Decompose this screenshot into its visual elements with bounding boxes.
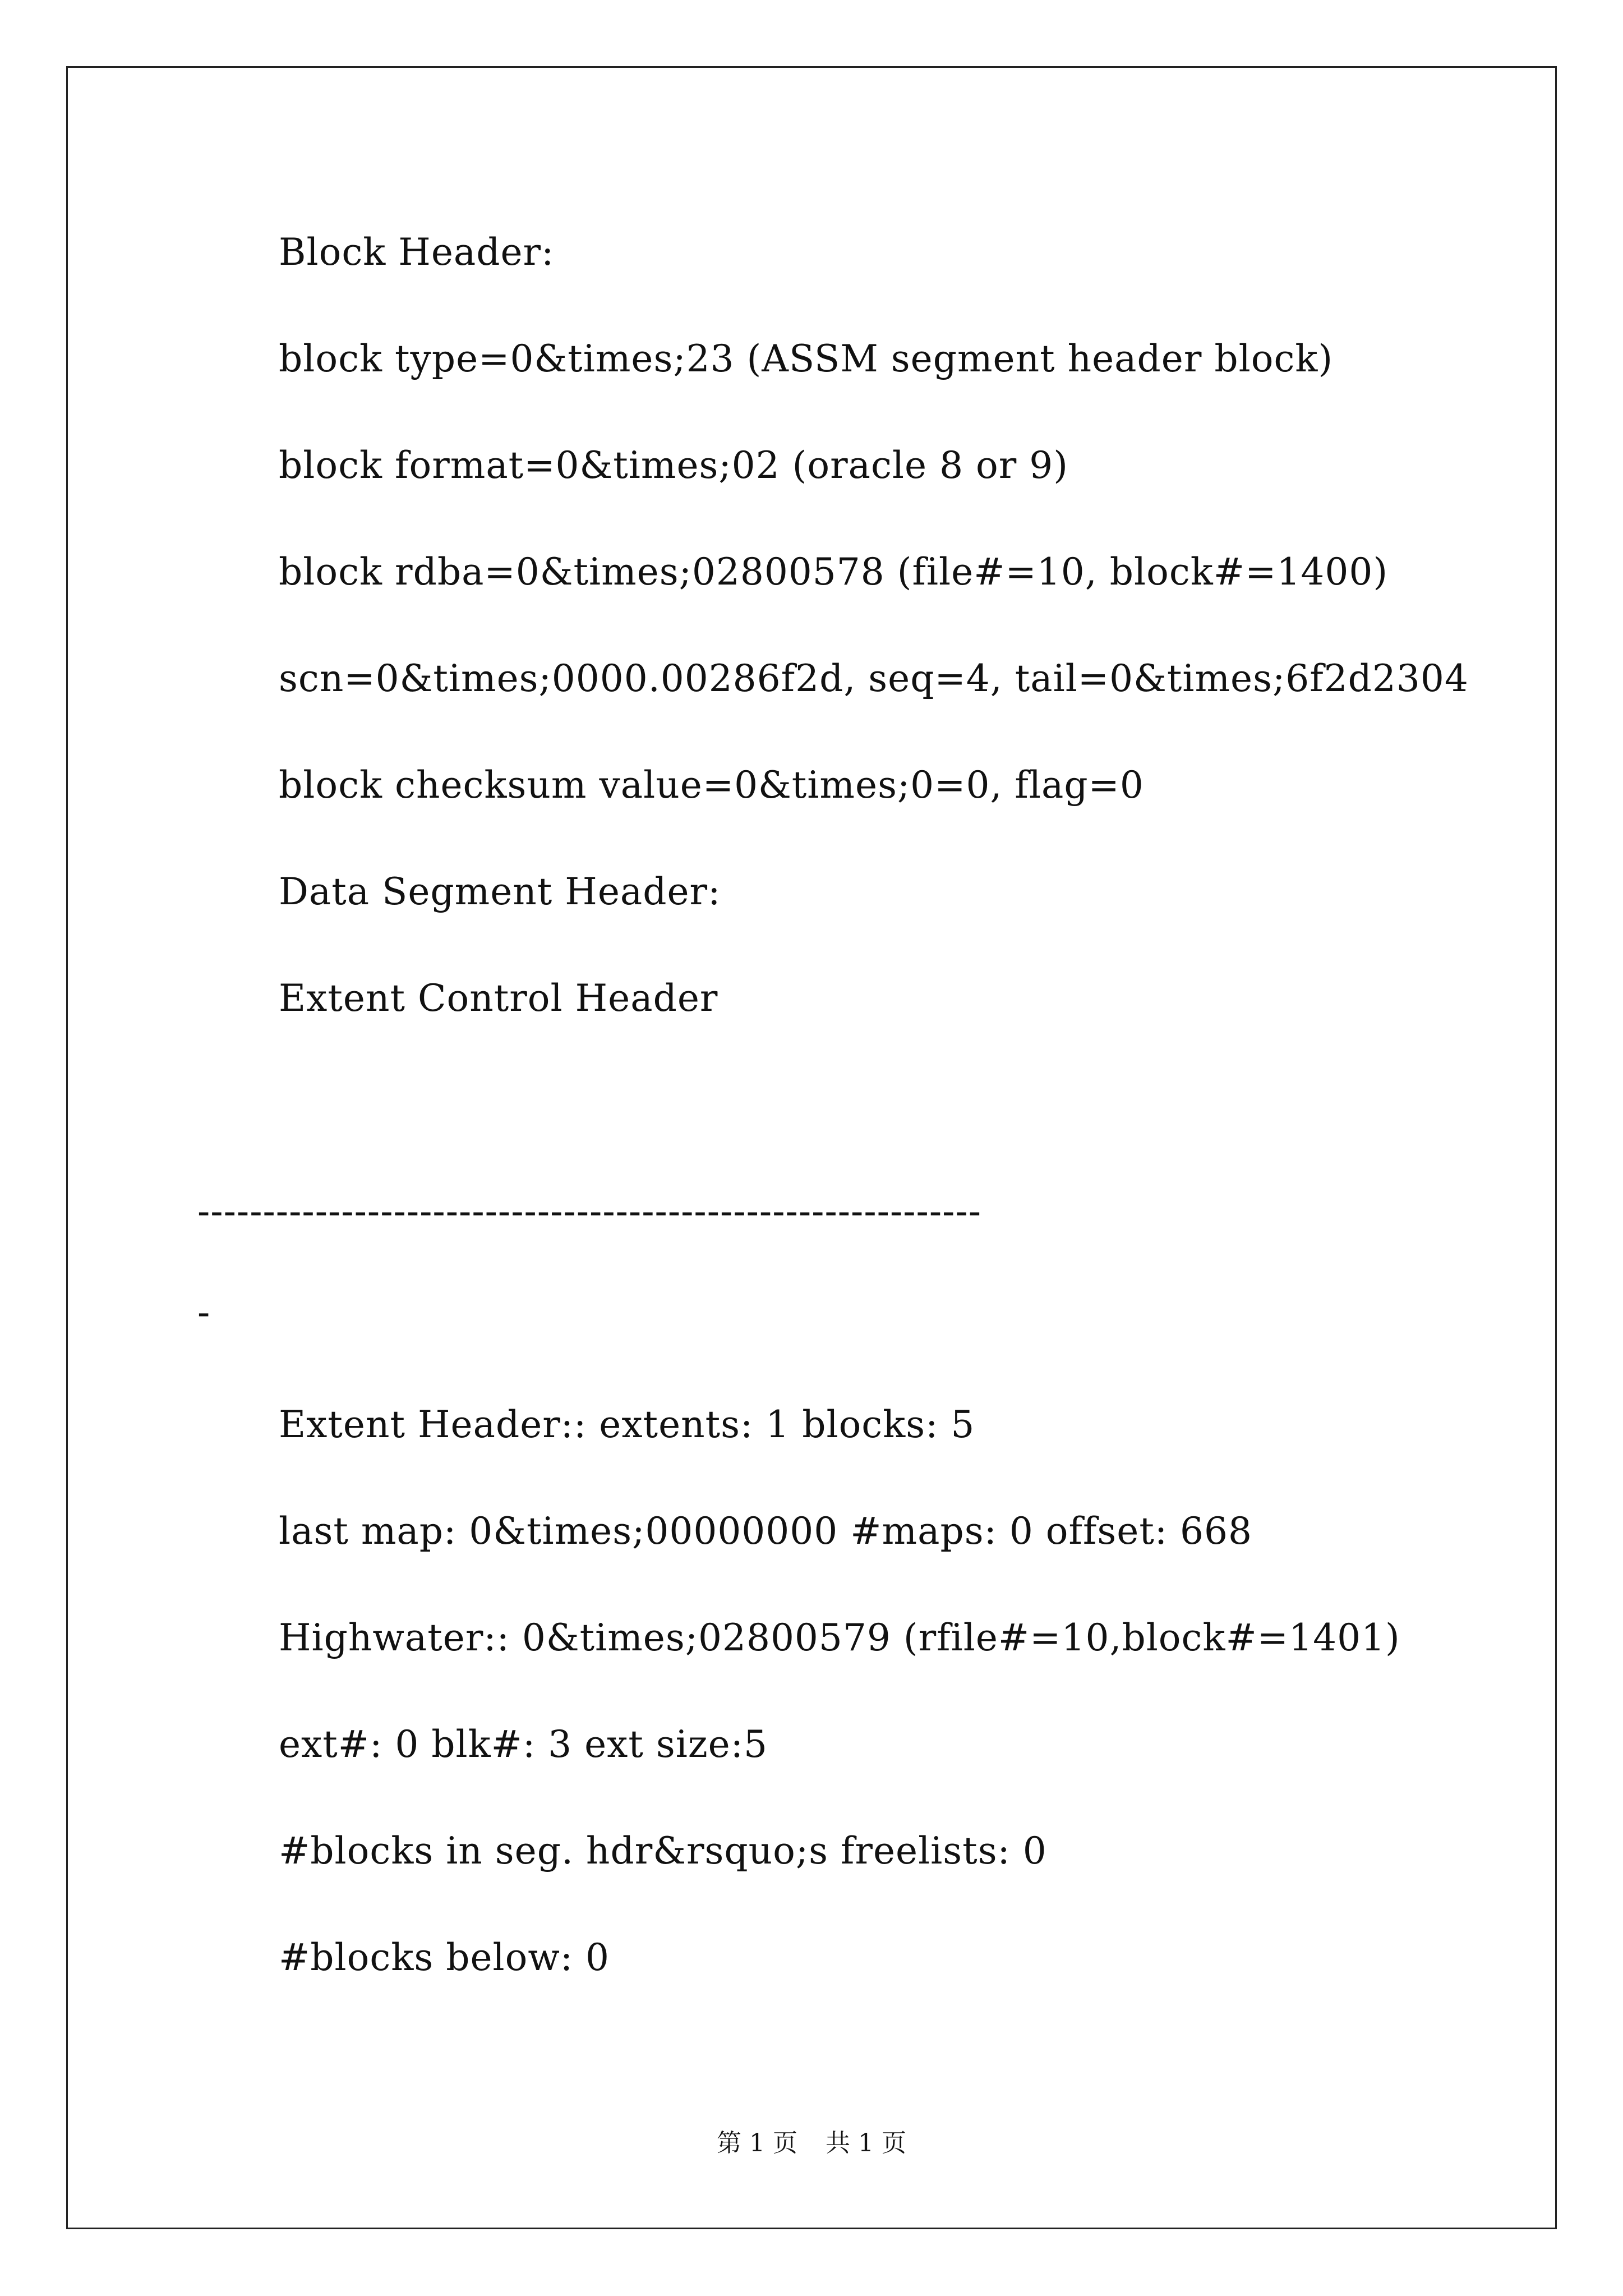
text-line: #blocks in seg. hdr&rsquo;s freelists: 0 (279, 1829, 1047, 1872)
text-line: Extent Control Header (279, 977, 718, 1020)
text-line: Highwater:: 0&times;02800579 (rfile#=10,block#=1401) (279, 1616, 1400, 1659)
text-line: Data Segment Header: (279, 870, 721, 913)
text-line: scn=0&times;0000.00286f2d, seq=4, tail=0&times;6f2d2304 (279, 657, 1469, 700)
page-footer (0, 2128, 1623, 2159)
page-number: 第 1 页 (717, 2129, 797, 2157)
separator-tail: - (197, 1291, 211, 1334)
separator-line: ------------------------------------------------------------ (197, 1190, 982, 1233)
text-line: block checksum value=0&times;0=0, flag=0 (279, 763, 1144, 807)
text-line: last map: 0&times;00000000 #maps: 0 offset: 668 (279, 1510, 1253, 1553)
page-border (66, 66, 1557, 2229)
text-line: block format=0&times;02 (oracle 8 or 9) (279, 444, 1069, 487)
text-line: #blocks below: 0 (279, 1936, 610, 1979)
text-line: block type=0&times;23 (ASSM segment header block) (279, 337, 1334, 380)
text-line: Block Header: (279, 231, 555, 274)
text-line: ext#: 0 blk#: 3 ext size:5 (279, 1723, 768, 1766)
text-line: Extent Header:: extents: 1 blocks: 5 (279, 1403, 975, 1446)
page-total: 共 1 页 (826, 2129, 906, 2157)
text-line: block rdba=0&times;02800578 (file#=10, block#=1400) (279, 550, 1389, 593)
